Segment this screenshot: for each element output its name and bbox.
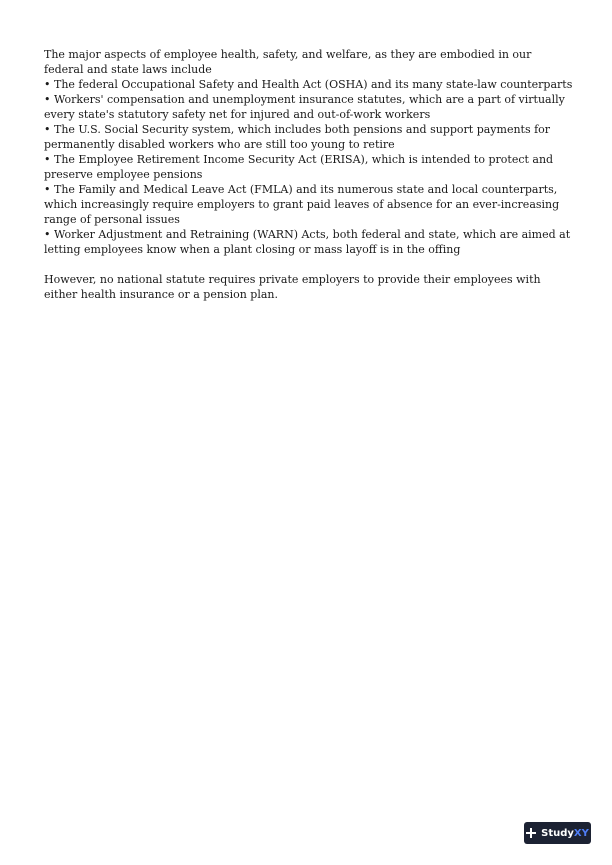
bullet-osha: • The federal Occupational Safety and Health Act (OSHA) and its many state-law counterparts	[44, 78, 573, 91]
bullet-fmla: • The Family and Medical Leave Act (FMLA) and its numerous state and local counterparts, which increasingly require employers to grant paid leaves of absence for an ever-increasing range of personal issues	[44, 183, 560, 226]
bullet-social-security: • The U.S. Social Security system, which includes both pensions and support payments for permanently disabled workers who are still too young to retire	[44, 123, 551, 151]
brand-xy: XY	[573, 827, 589, 839]
intro-paragraph: The major aspects of employee health, safety, and welfare, as they are embodied in our federal and state laws include	[44, 48, 532, 76]
studyxy-badge[interactable]	[524, 822, 591, 844]
bullet-workers-comp: • Workers' compensation and unemployment insurance statutes, which are a part of virtually every state's statutory safety net for injured and out-of-work workers	[44, 93, 565, 121]
plus-icon	[526, 828, 536, 838]
document-body	[44, 47, 574, 302]
bullet-erisa: • The Employee Retirement Income Security Act (ERISA), which is intended to protect and preserve employee pensions	[44, 153, 554, 181]
conclusion-paragraph: However, no national statute requires private employers to provide their employees with either health insurance or a pension plan.	[44, 273, 541, 301]
bullet-warn: • Worker Adjustment and Retraining (WARN) Acts, both federal and state, which are aimed at letting employees know when a plant closing or mass layoff is in the offing	[44, 228, 571, 256]
paragraph-spacer	[44, 257, 574, 272]
brand-study: Study	[541, 827, 574, 839]
